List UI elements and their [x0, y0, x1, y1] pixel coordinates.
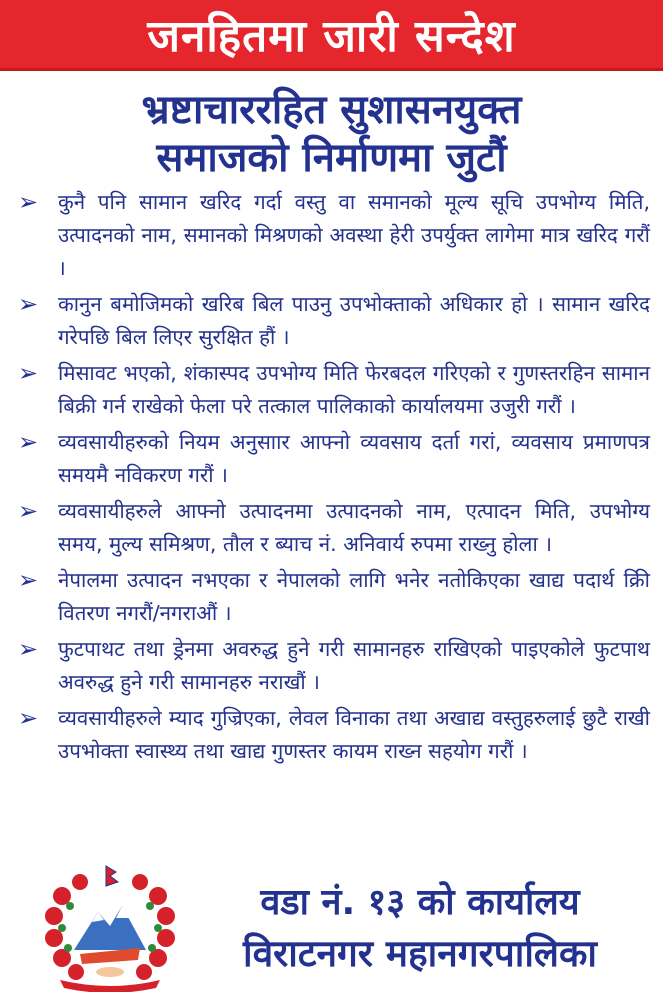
list-item	[14, 357, 650, 423]
arrow-bullet-icon: ➢	[18, 359, 39, 387]
list-item	[14, 288, 650, 354]
arrow-bullet-icon: ➢	[18, 566, 39, 594]
list-item	[14, 564, 650, 630]
heading-line-2: समाजको निर्माणमा जुटौं	[156, 135, 507, 181]
point-text: नेपालमा उत्पादन नभएका र नेपालको लागि भनेर नतोकिएका खाद्य पदार्थ क्रिी वितरण नगरौं/नगराऔं ।	[58, 568, 650, 625]
arrow-bullet-icon: ➢	[18, 290, 39, 318]
list-item	[14, 186, 650, 285]
arrow-bullet-icon: ➢	[18, 704, 39, 732]
banner-title: जनहितमा जारी सन्देश	[0, 0, 663, 71]
notice-points-list	[14, 186, 650, 771]
arrow-bullet-icon: ➢	[18, 635, 39, 663]
list-item	[14, 426, 650, 492]
nepal-government-emblem-icon	[40, 862, 180, 992]
office-line-2: विराटनगर महानगरपालिका	[242, 932, 598, 975]
point-text: कानुन बमोजिमको खरिब बिल पाउनु उपभोक्ताको अधिकार हो । सामान खरिद गरेपछि बिल लिएर सुरक्षित हौं ।	[58, 292, 650, 349]
arrow-bullet-icon: ➢	[18, 497, 39, 525]
list-item	[14, 702, 650, 768]
point-text: फुटपाथट तथा ड्रेनमा अवरुद्ध हुने गरी सामानहरु राखिएको पाइएकोले फुटपाथ अवरुद्ध हुने गरी सामानहरु नराखौं ।	[58, 637, 650, 694]
office-line-1: वडा नं. १३ को कार्यालय	[260, 882, 580, 923]
point-text: व्यवसायीहरुले म्याद गुज्रिएका, लेवल विनाका तथा अखाद्य वस्तुहरुलाई छुटै राखी उपभोक्ता स्वास्थ्य तथा खाद्य गुणस्तर कायम राख्न सहयोग गरौं ।	[58, 706, 650, 763]
point-text: व्यवसायीहरुको नियम अनुसाार आफ्नो व्यवसाय दर्ता गरां, व्यवसाय प्रमाणपत्र समयमै नविकरण गरौं ।	[58, 430, 650, 487]
heading-line-1: भ्रष्टाचाररहित सुशासनयुक्त	[141, 87, 522, 133]
point-text: मिसावट भएको, शंकास्पद उपभोग्य मिति फेरबदल गरिएको र गुणस्तरहिन सामान बिक्री गर्न राखेको फेला परे तत्काल पालिकाको कार्यालयमा उजुरी गरौं ।	[58, 361, 650, 418]
point-text: व्यवसायीहरुले आफ्नो उत्पादनमा उत्पादनको नाम, एत्पादन मिति, उपभोग्य समय, मुल्य समिश्रण, तौल र ब्याच नं. अनिवार्य रुपमा राख्नु होला ।	[58, 499, 650, 556]
arrow-bullet-icon: ➢	[18, 428, 39, 456]
point-text: कुनै पनि सामान खरिद गर्दा वस्तु वा समानको मूल्य सूचि उपभोग्य मिति, उत्पादनको नाम, समानको मिश्रणको अवस्था हेरी उपर्युक्त लागेमा मात्र खरिद गरौं ।	[58, 190, 650, 280]
arrow-bullet-icon: ➢	[18, 188, 39, 216]
list-item	[14, 633, 650, 699]
list-item	[14, 495, 650, 561]
